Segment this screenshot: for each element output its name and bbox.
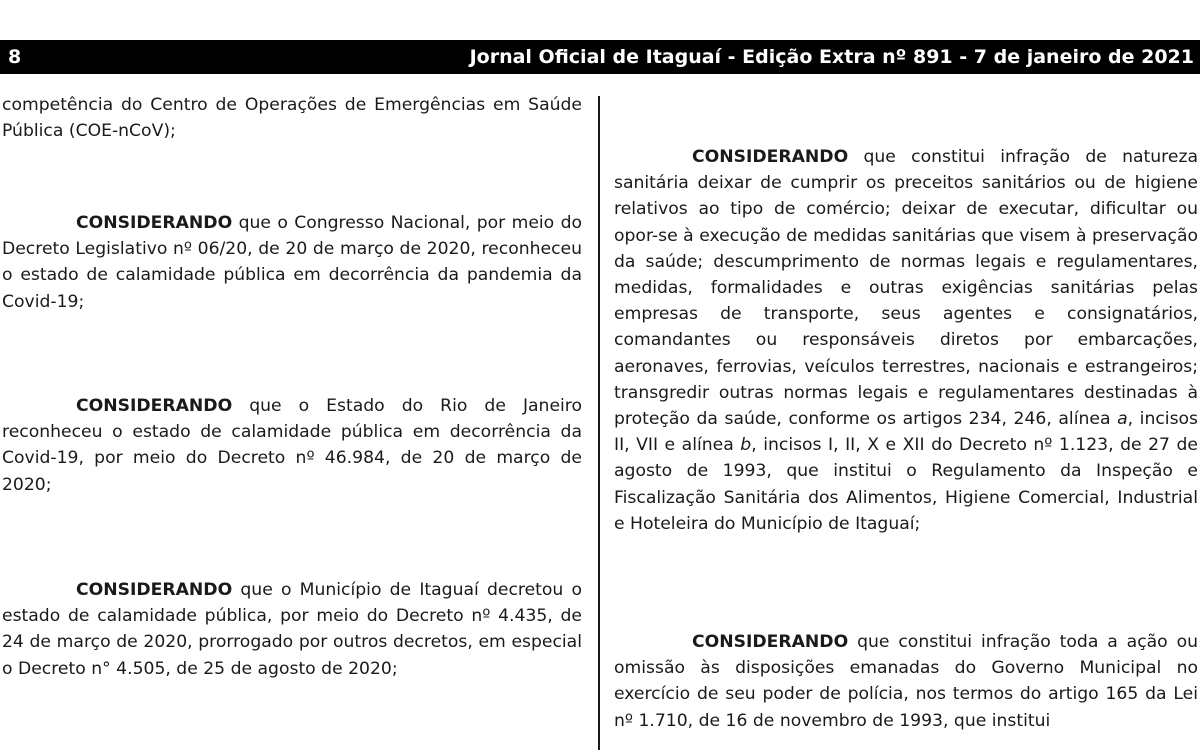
considerando-keyword: CONSIDERANDO <box>76 396 233 416</box>
considerando-keyword: CONSIDERANDO <box>76 213 233 233</box>
paragraph-text: que constitui infração de natureza sanitária deixar de cumprir os preceitos sanitários ou de higiene relativos ao tipo de comércio; deixar de executar, dificultar ou opor-se à execução de medidas sanitárias que visem à preservação da saúde; descumprimento de normas legais e regulamentares, medidas, formalidades e outras exigências sanitárias pelas empresas de transporte, seus agentes e consignatários, comandantes ou responsáveis diretos por embarcações, aeronaves, ferrovias, veículos terrestres, nacionais e estrangeiros; transgredir outras normas legais e regulamentares destinadas à proteção da saúde, conforme os artigos 234, 246, alínea <box>614 147 1198 430</box>
paragraph-congresso-nacional <box>2 210 582 315</box>
paragraph-estado-rio <box>2 393 582 498</box>
page-number: 8 <box>8 46 22 68</box>
paragraph-text: que o Estado do Rio de Janeiro reconheceu o estado de calamidade pública em decorrência da Covid-19, por meio do Decreto nº 46.984, de 20 de março de 2020; <box>2 396 582 495</box>
considerando-keyword: CONSIDERANDO <box>692 147 849 167</box>
paragraph-text: que o Município de Itaguaí decretou o estado de calamidade pública, por meio do Decreto nº 4.435, de 24 de março de 2020, prorrogado por outros decretos, em especial o Decreto n° 4.505, de 25 de agosto de 2020; <box>2 580 582 679</box>
paragraph-municipio-itaguai <box>2 577 582 682</box>
paragraph-text: , incisos I, II, X e XII do Decreto nº 1.123, de 27 de agosto de 1993, que institui o Regulamento da Inspeção e Fiscalização Sanitária dos Alimentos, Higiene Comercial, Industrial e Hoteleira do Município de Itaguaí; <box>614 435 1198 534</box>
paragraph-text: que constitui infração toda a ação ou omissão às disposições emanadas do Governo Municipal no exercício de seu poder de polícia, nos termos do artigo 165 da Lei nº 1.710, de 16 de novembro de 1993, que institui <box>614 632 1198 731</box>
journal-title: Jornal Oficial de Itaguaí - Edição Extra nº 891 - 7 de janeiro de 2021 <box>469 46 1194 68</box>
paragraph-infracao-sanitaria <box>614 144 1198 537</box>
considerando-keyword: CONSIDERANDO <box>692 632 849 652</box>
journal-header-bar <box>0 40 1200 74</box>
paragraph-text: que o Congresso Nacional, por meio do Decreto Legislativo nº 06/20, de 20 de março de 2020, reconheceu o estado de calamidade pública em decorrência da pandemia da Covid-19; <box>2 213 582 312</box>
italic-text: a <box>1117 409 1128 430</box>
paragraph-text: , incisos II, VII e alínea <box>614 409 1198 456</box>
column-divider <box>598 96 600 750</box>
considerando-keyword: CONSIDERANDO <box>76 580 233 600</box>
paragraph-coe-ncov <box>2 92 582 144</box>
paragraph-text: competência do Centro de Operações de Emergências em Saúde Pública (COE-nCoV); <box>2 95 582 142</box>
italic-text: b <box>740 435 752 456</box>
paragraph-infracao-governo <box>614 629 1198 734</box>
